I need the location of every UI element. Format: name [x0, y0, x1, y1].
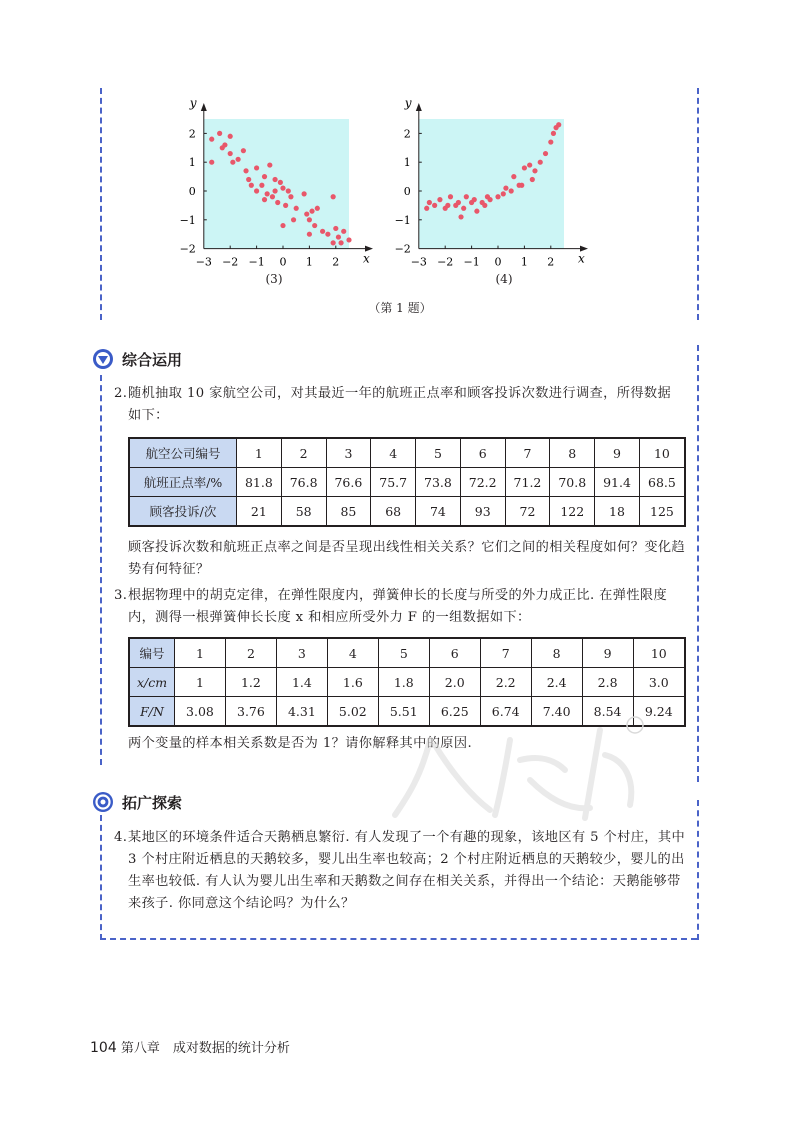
data-point [291, 217, 296, 222]
data-point [278, 180, 283, 185]
data-point [209, 137, 214, 142]
plot-area [204, 119, 349, 249]
table-cell: 68 [371, 497, 416, 527]
problem-2-text [114, 383, 694, 427]
y-tick-label: 1 [188, 156, 196, 170]
data-point [222, 142, 227, 147]
data-point [307, 217, 312, 222]
x-tick-label: 2 [332, 255, 340, 269]
x-tick-label: 0 [279, 255, 287, 269]
data-point [288, 194, 293, 199]
frame-bottom [100, 938, 697, 940]
problem-2-after1: 顾客投诉次数和航班正点率之间是否呈现出线性相关关系？它们之间的相关程度如何？变化趋 [128, 540, 686, 555]
data-point [346, 237, 351, 242]
data-point [315, 206, 320, 211]
table-cell: 5.02 [327, 697, 378, 727]
x-tick-label: −1 [248, 255, 265, 269]
table-cell: 3 [276, 638, 327, 668]
row-header: x/cm [129, 668, 175, 697]
table-cell: 3.08 [175, 697, 226, 727]
problem-4-text [114, 827, 694, 915]
data-point [294, 206, 299, 211]
section-comprehensive [92, 347, 182, 371]
table-cell: 7 [505, 438, 550, 468]
data-point [464, 194, 469, 199]
frame-right-bottom [697, 800, 699, 940]
table-cell: 6 [429, 638, 480, 668]
data-point [336, 234, 341, 239]
data-point [302, 191, 307, 196]
x-tick-label: −3 [195, 255, 212, 269]
y-tick-label: 0 [403, 185, 411, 198]
table-cell: 91.4 [595, 468, 640, 497]
table-cell: 1.8 [378, 668, 429, 697]
y-tick-label: −2 [394, 242, 411, 256]
table-row [129, 697, 685, 727]
table-cell: 4 [371, 438, 416, 468]
plot-area [419, 119, 564, 249]
table-cell: 122 [550, 497, 595, 527]
data-point [461, 206, 466, 211]
table-cell: 8.54 [582, 697, 633, 727]
table-cell: 68.5 [639, 468, 685, 497]
airline-data-table [128, 437, 686, 527]
y-tick-label: 2 [403, 127, 411, 141]
table-cell: 3.0 [633, 668, 685, 697]
data-point [538, 160, 543, 165]
data-point [519, 183, 524, 188]
table-cell: 6.74 [480, 697, 531, 727]
x-tick-label: 1 [305, 255, 313, 269]
data-point [230, 160, 235, 165]
data-point [249, 183, 254, 188]
x-axis-label: x [578, 251, 585, 266]
y-axis-label: y [404, 96, 412, 110]
y-tick-label: −2 [179, 242, 196, 256]
data-point [341, 229, 346, 234]
data-point [309, 209, 314, 214]
table-cell: 9.24 [633, 697, 685, 727]
table-cell: 21 [237, 497, 282, 527]
data-point [262, 197, 267, 202]
table-cell: 1.2 [225, 668, 276, 697]
data-point [522, 165, 527, 170]
scatter-plot-4 [395, 96, 588, 269]
data-point [527, 162, 532, 167]
data-point [448, 194, 453, 199]
data-point [275, 200, 280, 205]
table-cell: 1.4 [276, 668, 327, 697]
chapter-title: 第八章 成对数据的统计分析 [120, 1041, 290, 1056]
data-point [262, 174, 267, 179]
data-point [474, 209, 479, 214]
data-point [243, 168, 248, 173]
data-point [445, 203, 450, 208]
data-point [241, 148, 246, 153]
y-tick-label: 2 [188, 127, 196, 141]
problem-3-line1: 根据物理中的胡克定律，在弹性限度内，弹簧伸长的长度与所受的外力成正比. 在弹性限度 [128, 588, 668, 603]
table-cell: 85 [326, 497, 371, 527]
y-tick-label: 0 [188, 185, 196, 198]
table-cell: 2 [281, 438, 326, 468]
table-cell: 5.51 [378, 697, 429, 727]
page-number: 104 [90, 1040, 117, 1056]
y-tick-label: −1 [179, 213, 196, 227]
table-cell: 70.8 [550, 468, 595, 497]
x-tick-label: −3 [410, 255, 427, 269]
x-tick-label: 2 [547, 255, 555, 269]
x-tick-label: −1 [463, 255, 480, 269]
table-cell: 3.76 [225, 697, 276, 727]
problem-4-line3: 生率也较低. 有人认为婴儿出生率和天鹅数之间存在相关关系，并得出一个结论：天鹅能够带 [128, 874, 681, 889]
y-tick-label: 1 [403, 156, 411, 170]
data-point [437, 197, 442, 202]
section-extension [92, 790, 182, 814]
table-cell: 4.31 [276, 697, 327, 727]
table-cell: 73.8 [416, 468, 461, 497]
section-title-comprehensive: 综合运用 [122, 350, 183, 369]
table-cell: 81.8 [237, 468, 282, 497]
table-cell: 3 [326, 438, 371, 468]
table-cell: 2.8 [582, 668, 633, 697]
data-point [482, 203, 487, 208]
spiral-badge-icon [92, 791, 114, 813]
problem-2-line1: 随机抽取 10 家航空公司，对其最近一年的航班正点率和顾客投诉次数进行调查，所得数据 [128, 386, 672, 401]
data-point [503, 186, 508, 191]
data-point [325, 232, 330, 237]
table-row [129, 638, 685, 668]
row-header: 航班正点率/% [129, 468, 237, 497]
table-cell: 58 [281, 497, 326, 527]
table-row [129, 438, 685, 468]
data-point [228, 151, 233, 156]
data-point [511, 174, 516, 179]
data-point [427, 200, 432, 205]
table-cell: 74 [416, 497, 461, 527]
data-point [286, 188, 291, 193]
table-cell: 2.0 [429, 668, 480, 697]
x-tick-label: 0 [494, 255, 502, 269]
problem-3-after1: 两个变量的样本相关系数是否为 1？请你解释其中的原因. [128, 736, 473, 751]
table-cell: 6.25 [429, 697, 480, 727]
table-cell: 8 [531, 638, 582, 668]
table-cell: 5 [378, 638, 429, 668]
spring-data-table [128, 637, 686, 727]
page-footer [90, 1037, 290, 1056]
table-row [129, 497, 685, 527]
data-point [338, 240, 343, 245]
data-point [551, 131, 556, 136]
data-point [501, 191, 506, 196]
x-tick-label: −2 [437, 255, 454, 269]
y-axis-arrow [201, 103, 207, 111]
data-point [280, 223, 285, 228]
data-point [495, 194, 500, 199]
table-cell: 6 [460, 438, 505, 468]
data-point [304, 211, 309, 216]
panel-label-4: (4) [495, 272, 513, 286]
data-point [532, 168, 537, 173]
table-cell: 5 [416, 438, 461, 468]
table-cell: 1 [237, 438, 282, 468]
data-point [265, 191, 270, 196]
table-cell: 1 [175, 638, 226, 668]
table-cell: 93 [460, 497, 505, 527]
table-cell: 72.2 [460, 468, 505, 497]
problem-3-line2: 内，测得一根弹簧伸长长度 x 和相应所受外力 F 的一组数据如下： [128, 610, 531, 625]
table-cell: 2 [225, 638, 276, 668]
x-tick-label: 1 [520, 255, 528, 269]
problem-4-line2: 3 个村庄附近栖息的天鹅较多，婴儿出生率也较高；2 个村庄附近栖息的天鹅较少，婴儿的出 [128, 852, 685, 867]
data-point [267, 162, 272, 167]
data-point [254, 165, 259, 170]
x-axis-label: x [363, 251, 370, 266]
y-axis-label: y [189, 96, 197, 110]
data-point [272, 188, 277, 193]
figure-caption: （第 1 题） [368, 301, 432, 315]
data-point [246, 177, 251, 182]
data-point [272, 177, 277, 182]
table-cell: 2.4 [531, 668, 582, 697]
data-point [320, 229, 325, 234]
table-cell: 7 [480, 638, 531, 668]
row-header: 编号 [129, 638, 175, 668]
table-cell: 76.8 [281, 468, 326, 497]
problem-2-question [114, 537, 694, 581]
table-row [129, 668, 685, 697]
scatter-plot-3 [180, 96, 373, 269]
problem-3-number: 3. [114, 588, 128, 603]
problem-4-number: 4. [114, 830, 128, 845]
data-point [458, 214, 463, 219]
data-point [280, 186, 285, 191]
table-cell: 7.40 [531, 697, 582, 727]
problem-4-line1: 某地区的环境条件适合天鹅栖息繁衍. 有人发现了一个有趣的现象，该地区有 5 个村庄，其中 [128, 830, 686, 845]
data-point [283, 203, 288, 208]
table-cell: 72 [505, 497, 550, 527]
data-point [259, 183, 264, 188]
table-cell: 9 [595, 438, 640, 468]
data-point [331, 240, 336, 245]
data-point [331, 194, 336, 199]
table-row [129, 468, 685, 497]
table-cell: 71.2 [505, 468, 550, 497]
data-point [509, 188, 514, 193]
frame-left-mid [100, 375, 102, 765]
y-tick-label: −1 [394, 213, 411, 227]
problem-2-after2: 势有何特征？ [128, 562, 210, 577]
table-cell: 10 [633, 638, 685, 668]
problem-3-question [114, 733, 694, 755]
table-cell: 76.6 [326, 468, 371, 497]
data-point [548, 139, 553, 144]
table-cell: 75.7 [371, 468, 416, 497]
data-point [217, 131, 222, 136]
problem-2-line2: 如下： [128, 408, 169, 423]
frame-left-bottom [100, 815, 102, 940]
table-cell: 4 [327, 638, 378, 668]
row-header: 顾客投诉/次 [129, 497, 237, 527]
data-point [236, 157, 241, 162]
data-point [472, 197, 477, 202]
problem-4-line4: 来孩子. 你同意这个结论吗？为什么？ [128, 896, 355, 911]
data-point [228, 134, 233, 139]
x-tick-label: −2 [222, 255, 239, 269]
problem-3-text [114, 585, 694, 629]
data-point [543, 151, 548, 156]
triangle-badge-icon [92, 348, 114, 370]
table-cell: 1.6 [327, 668, 378, 697]
data-point [333, 226, 338, 231]
data-point [556, 122, 561, 127]
data-point [530, 177, 535, 182]
data-point [312, 223, 317, 228]
table-cell: 2.2 [480, 668, 531, 697]
table-cell: 1 [175, 668, 226, 697]
section-title-extension: 拓广探索 [122, 793, 183, 812]
table-cell: 125 [639, 497, 685, 527]
table-cell: 18 [595, 497, 640, 527]
data-point [209, 160, 214, 165]
data-point [456, 200, 461, 205]
table-cell: 8 [550, 438, 595, 468]
frame-right-mid [697, 345, 699, 782]
row-header: 航空公司编号 [129, 438, 237, 468]
data-point [424, 206, 429, 211]
data-point [254, 188, 259, 193]
data-point [432, 203, 437, 208]
row-header: F/N [129, 697, 175, 727]
data-point [307, 232, 312, 237]
panel-label-3: (3) [265, 272, 283, 286]
data-point [270, 194, 275, 199]
data-point [487, 197, 492, 202]
y-axis-arrow [416, 103, 422, 111]
scatter-figure [0, 0, 800, 300]
problem-2-number: 2. [114, 386, 128, 401]
table-cell: 9 [582, 638, 633, 668]
table-cell: 10 [639, 438, 685, 468]
